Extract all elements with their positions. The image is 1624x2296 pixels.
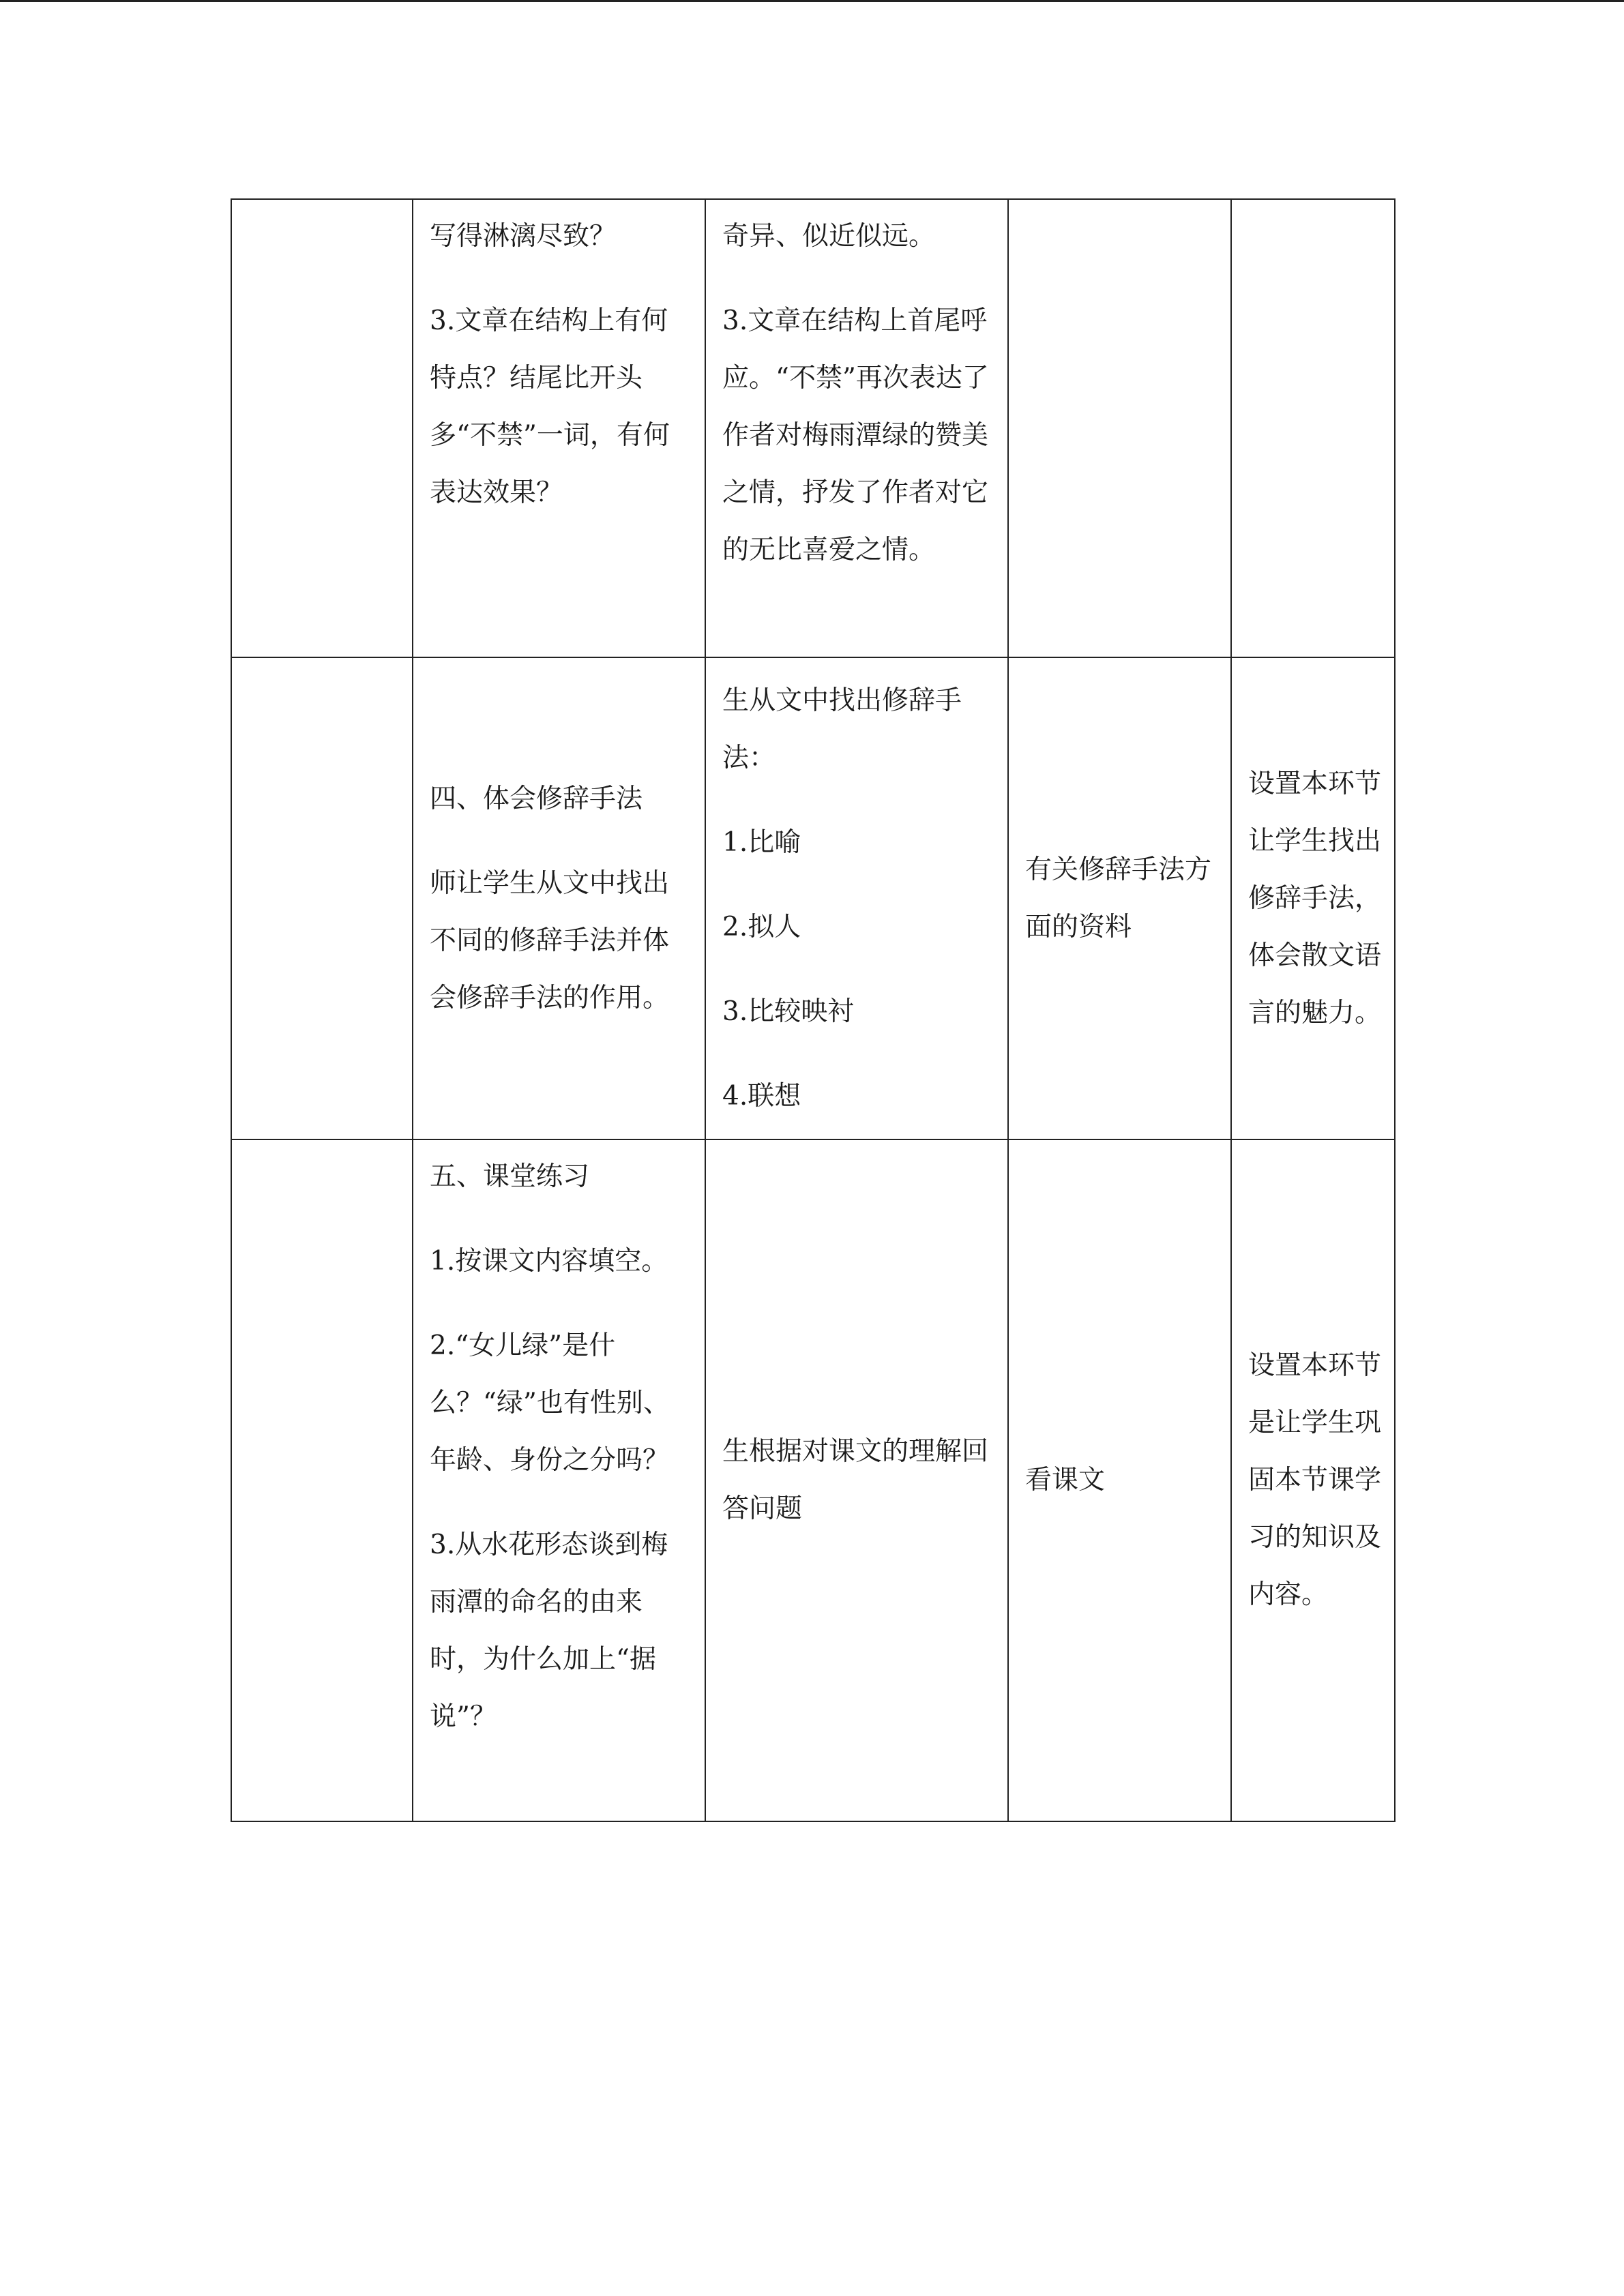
lesson-plan-table	[231, 198, 1396, 1822]
teacher-activity-text: 3.从水花形态谈到梅雨潭的命名的由来时，为什么加上“据说”？	[430, 1530, 668, 1732]
student-activity-text: 1.比喻	[722, 826, 801, 858]
design-intent-text: 设置本环节让学生找出修辞手法，体会散文语言的魅力。	[1248, 768, 1382, 1028]
design-intent-cell	[1231, 199, 1395, 657]
teacher-activity-text: 3.文章在结构上有何特点？结尾比开头多“不禁”一词，有何表达效果？	[430, 305, 670, 508]
teacher-activity-text: 五、课堂练习	[430, 1161, 590, 1192]
teacher-activity-text: 1.按课文内容填空。	[430, 1246, 668, 1277]
student-activity-text: 生根据对课文的理解回答问题	[722, 1436, 989, 1524]
resources-cell	[1008, 657, 1231, 1139]
teacher-activity-text: 师让学生从文中找出不同的修辞手法并体会修辞手法的作用。	[430, 867, 670, 1013]
student-activity-text: 3.文章在结构上首尾呼应。“不禁”再次表达了作者对梅雨潭绿的赞美之情，抒发了作者对它的无比喜爱之情。	[722, 305, 989, 565]
teacher-activity-cell	[413, 199, 705, 657]
student-activity-cell	[705, 199, 1008, 657]
resources-cell	[1008, 1139, 1231, 1821]
resources-text: 有关修辞手法方面的资料	[1025, 854, 1212, 942]
stage-cell	[231, 199, 413, 657]
table-row	[231, 657, 1395, 1139]
teacher-activity-text: 写得淋漓尽致？	[430, 221, 617, 252]
design-intent-text: 设置本环节是让学生巩固本节课学习的知识及内容。	[1248, 1350, 1382, 1610]
resources-text: 看课文	[1025, 1465, 1106, 1495]
table-row	[231, 199, 1395, 657]
student-activity-text: 奇异、似近似远。	[722, 221, 936, 252]
resources-cell	[1008, 199, 1231, 657]
teacher-activity-text: 2.“女儿绿”是什么？“绿”也有性别、年龄、身份之分吗？	[430, 1330, 670, 1476]
student-activity-text: 生从文中找出修辞手法：	[722, 685, 962, 773]
student-activity-cell	[705, 1139, 1008, 1821]
table-row	[231, 1139, 1395, 1821]
stage-cell	[231, 657, 413, 1139]
design-intent-cell	[1231, 657, 1395, 1139]
student-activity-text: 2.拟人	[722, 911, 801, 942]
stage-cell	[231, 1139, 413, 1821]
design-intent-cell	[1231, 1139, 1395, 1821]
teacher-activity-text: 四、体会修辞手法	[430, 783, 643, 814]
student-activity-cell	[705, 657, 1008, 1139]
student-activity-text: 3.比较映衬	[722, 996, 855, 1027]
student-activity-text: 4.联想	[722, 1080, 801, 1112]
teacher-activity-cell	[413, 1139, 705, 1821]
teacher-activity-cell	[413, 657, 705, 1139]
